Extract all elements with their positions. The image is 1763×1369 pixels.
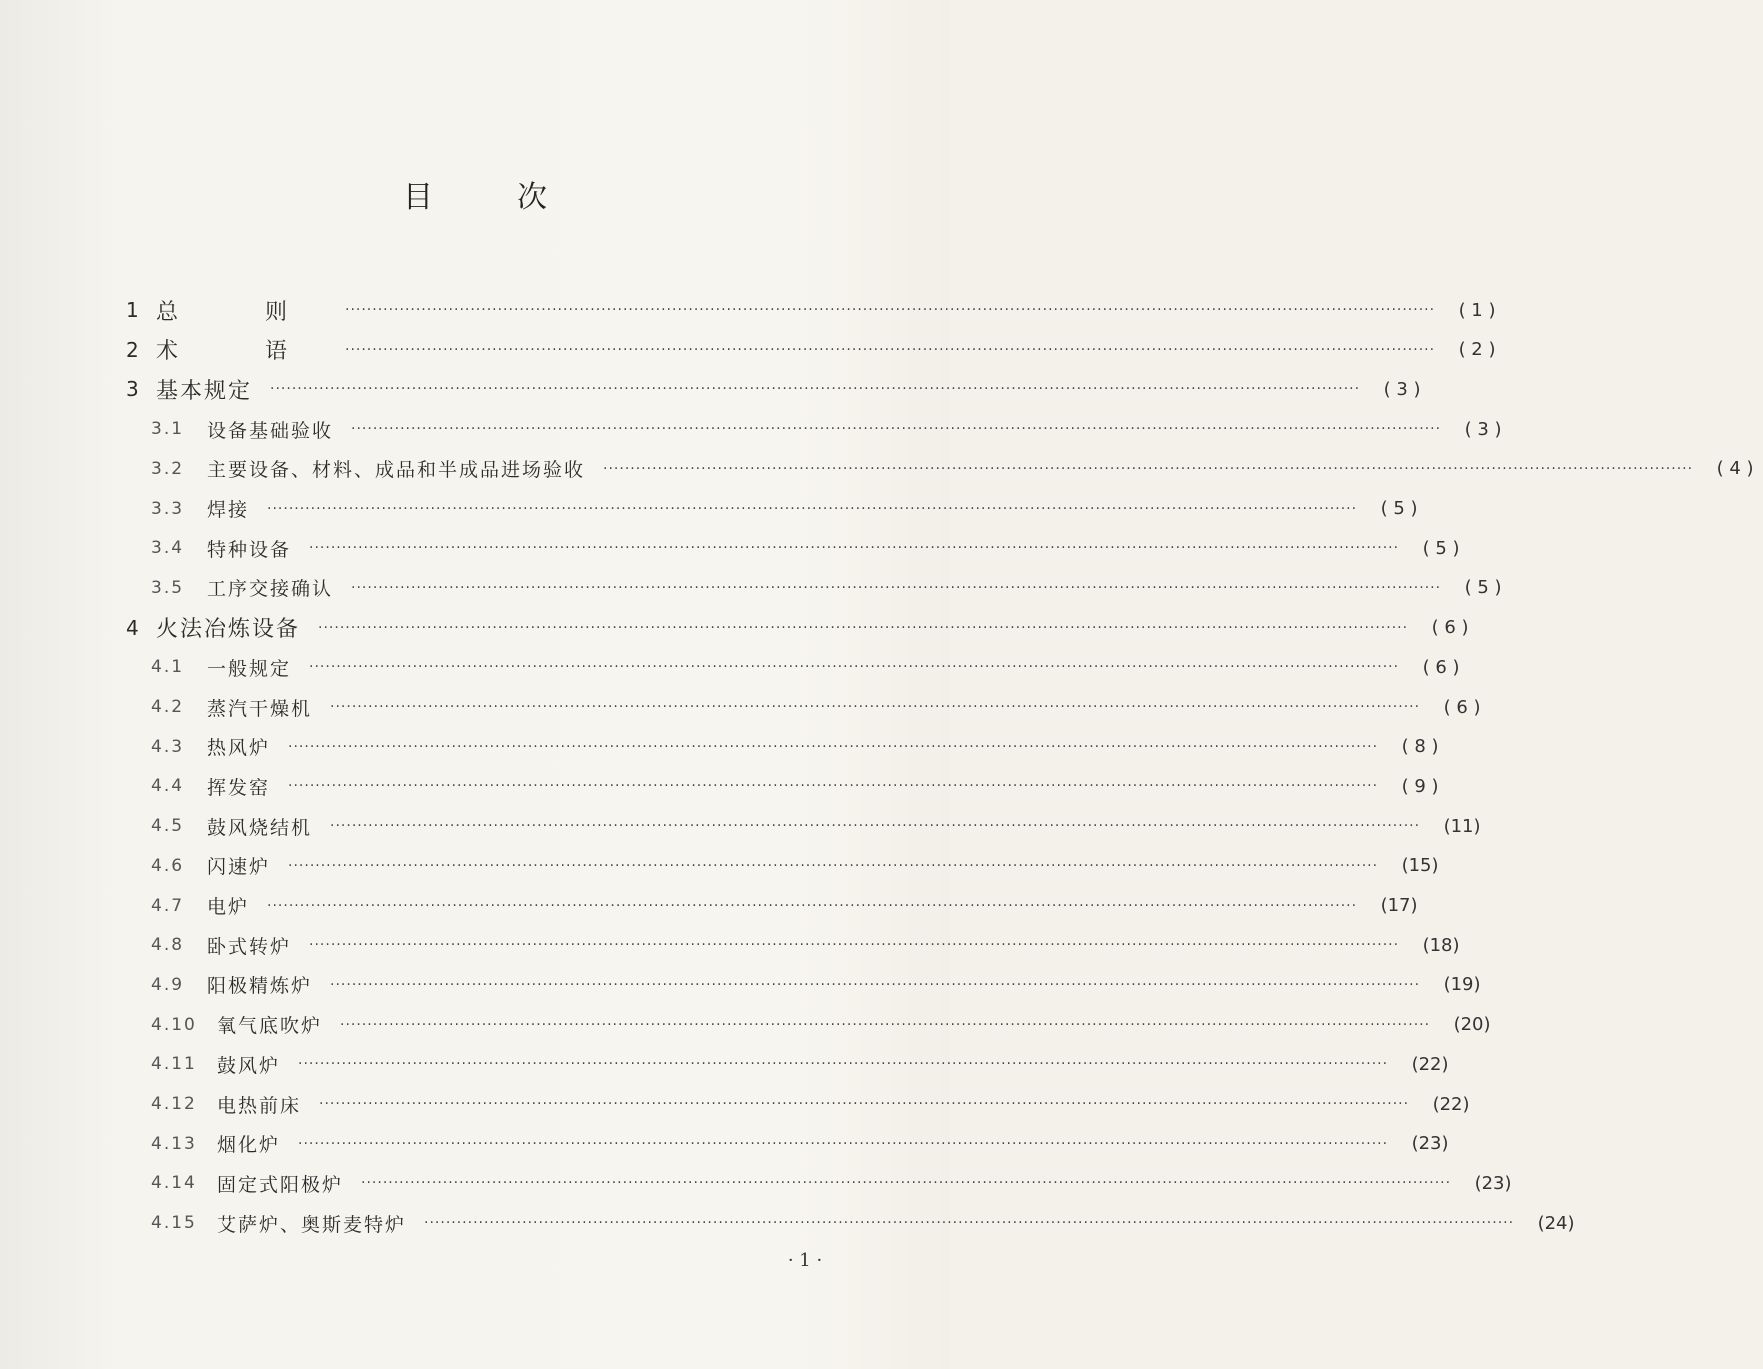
toc-leader-dots: ········································································································································································································ — [270, 381, 1361, 398]
toc-entry-number: 1 — [126, 298, 139, 322]
toc-entry-page: ( 2 ) — [1458, 339, 1496, 361]
toc-section-entry[interactable] — [0, 409, 1502, 449]
toc-entry-title: 鼓风炉 — [217, 1054, 281, 1077]
toc-leader-dots: ········································································································································································································ — [345, 302, 1436, 318]
toc-entry-number: 3.1 — [151, 419, 185, 440]
toc-entry-page: ( 5 ) — [1422, 537, 1460, 559]
toc-entry-number: 4.13 — [151, 1133, 197, 1154]
toc-entry-title: 氧气底吹炉 — [217, 1015, 323, 1038]
toc-entry-page: ( 8 ) — [1401, 736, 1439, 758]
toc-section-entry[interactable] — [0, 687, 1481, 727]
toc-entry-number: 3.2 — [151, 458, 185, 479]
toc-leader-dots: ········································································································································································································ — [424, 1215, 1515, 1232]
toc-entry-page: (18) — [1422, 934, 1460, 956]
toc-entry-title: 卧式转炉 — [207, 935, 292, 958]
toc-entry-page: ( 4 ) — [1716, 458, 1754, 480]
toc-section-entry[interactable] — [0, 528, 1460, 568]
toc-leader-dots: ········································································································································································································ — [267, 897, 1358, 914]
toc-entry-title: 总 则 — [156, 299, 327, 325]
toc-leader-dots: ········································································································································································································ — [351, 579, 1442, 596]
toc-section-entry[interactable] — [0, 886, 1418, 926]
toc-entry-number: 4.7 — [151, 895, 185, 916]
toc-leader-dots: ········································································································································································································ — [345, 341, 1436, 358]
toc-entry-page: ( 5 ) — [1464, 577, 1502, 599]
toc-entry-page: ( 3 ) — [1383, 378, 1421, 400]
toc-entry-number: 4 — [126, 615, 139, 640]
toc-section-entry[interactable] — [0, 766, 1439, 806]
toc-entry-title: 鼓风烧结机 — [207, 816, 313, 839]
toc-entry-number: 4.9 — [151, 974, 185, 995]
toc-section-entry[interactable] — [0, 1124, 1449, 1164]
toc-entry-page: ( 5 ) — [1380, 498, 1418, 519]
toc-entry-number: 3 — [126, 377, 139, 402]
toc-leader-dots: ········································································································································································································ — [319, 1096, 1410, 1112]
toc-leader-dots: ········································································································································································································ — [309, 659, 1400, 676]
toc-entry-title: 固定式阳极炉 — [217, 1173, 344, 1196]
toc-entry-number: 4.1 — [151, 657, 185, 678]
toc-entry-title: 特种设备 — [207, 538, 292, 561]
toc-entry-page: ( 9 ) — [1401, 775, 1439, 797]
toc-entry-page: ( 6 ) — [1443, 696, 1481, 718]
toc-leader-dots: ········································································································································································································ — [330, 976, 1421, 993]
toc-leader-dots: ········································································································································································································ — [288, 738, 1379, 755]
toc-entry-title: 火法冶炼设备 — [156, 617, 301, 643]
toc-leader-dots: ········································································································································································································ — [298, 1056, 1389, 1073]
toc-entry-number: 4.14 — [151, 1173, 197, 1194]
toc-section-entry[interactable] — [0, 925, 1460, 965]
toc-entry-page: (20) — [1453, 1014, 1491, 1036]
toc-entry-title: 热风炉 — [207, 737, 271, 760]
toc-entry-number: 4.10 — [151, 1014, 197, 1035]
toc-entry-page: (23) — [1474, 1172, 1512, 1194]
toc-entry-title: 焊接 — [207, 499, 250, 521]
toc-leader-dots: ········································································································································································································ — [288, 778, 1379, 795]
toc-entry-title: 基本规定 — [156, 378, 253, 404]
toc-entry-page: (23) — [1411, 1133, 1449, 1155]
toc-entry-number: 4.5 — [151, 816, 185, 837]
toc-entry-title: 工序交接确认 — [207, 578, 334, 601]
toc-section-entry[interactable] — [0, 1005, 1491, 1045]
toc-chapter-entry[interactable] — [0, 290, 1496, 330]
toc-entry-page: ( 6 ) — [1422, 656, 1460, 678]
toc-chapter-entry[interactable] — [0, 369, 1421, 409]
toc-entry-page: (22) — [1411, 1053, 1449, 1075]
toc-entry-title: 电炉 — [207, 896, 250, 918]
toc-entry-title: 阳极精炼炉 — [207, 975, 313, 998]
toc-entry-title: 挥发窑 — [207, 776, 271, 799]
toc-entry-title: 一般规定 — [207, 657, 292, 680]
toc-section-entry[interactable] — [0, 1084, 1470, 1124]
toc-entry-title: 闪速炉 — [207, 856, 271, 879]
toc-entry-number: 4.11 — [151, 1054, 197, 1075]
toc-title-char-2: 次 — [517, 180, 547, 215]
toc-leader-dots: ········································································································································································································ — [361, 1175, 1452, 1192]
toc-chapter-entry[interactable] — [0, 330, 1496, 370]
toc-section-entry[interactable] — [0, 846, 1439, 886]
toc-entry-title: 主要设备、材料、成品和半成品进场验收 — [207, 459, 586, 482]
toc-entry-title: 蒸汽干燥机 — [207, 697, 313, 720]
toc-entry-page: (11) — [1443, 815, 1481, 837]
toc-entry-number: 4.6 — [151, 855, 185, 876]
toc-section-entry[interactable] — [0, 727, 1439, 767]
toc-entry-number: 4.4 — [151, 776, 185, 797]
toc-entry-number: 3.5 — [151, 577, 185, 598]
page-number: · 1 · — [787, 1250, 823, 1271]
toc-leader-dots: ········································································································································································································ — [340, 1016, 1431, 1033]
toc-leader-dots: ········································································································································································································ — [330, 699, 1421, 715]
toc-entry-title: 电热前床 — [217, 1094, 302, 1117]
toc-section-entry[interactable] — [0, 568, 1502, 608]
toc-leader-dots: ········································································································································································································ — [309, 937, 1400, 954]
toc-entry-page: ( 6 ) — [1431, 617, 1469, 639]
toc-entry-number: 4.3 — [151, 736, 185, 757]
toc-section-entry[interactable] — [0, 1203, 1575, 1243]
toc-entry-number: 3.4 — [151, 538, 185, 559]
toc-entry-number: 4.2 — [151, 697, 185, 717]
toc-entry-title: 设备基础验收 — [207, 419, 334, 442]
toc-section-entry[interactable] — [0, 806, 1481, 846]
toc-section-entry[interactable] — [0, 647, 1460, 687]
toc-section-entry[interactable] — [0, 489, 1418, 529]
toc-leader-dots: ········································································································································································································ — [603, 460, 1694, 477]
toc-entry-number: 4.12 — [151, 1094, 197, 1114]
toc-leader-dots: ········································································································································································································ — [318, 619, 1409, 636]
toc-entry-number: 4.15 — [151, 1213, 197, 1234]
toc-entry-page: (15) — [1401, 855, 1439, 877]
toc-section-entry[interactable] — [0, 1163, 1512, 1203]
toc-entry-title: 烟化炉 — [217, 1134, 281, 1157]
toc-entry-page: (24) — [1537, 1212, 1575, 1234]
toc-leader-dots: ········································································································································································································ — [298, 1135, 1389, 1152]
toc-entry-page: ( 3 ) — [1464, 418, 1502, 440]
toc-title-char-1: 目 — [403, 180, 433, 215]
toc-entry-page: (22) — [1432, 1093, 1470, 1115]
toc-leader-dots: ········································································································································································································ — [330, 818, 1421, 835]
toc-title — [0, 172, 950, 216]
toc-section-entry[interactable] — [0, 1044, 1449, 1084]
toc-entry-number: 3.3 — [151, 498, 185, 519]
toc-entry-number: 2 — [126, 337, 139, 362]
toc-leader-dots: ········································································································································································································ — [351, 421, 1442, 438]
toc-chapter-entry[interactable] — [0, 608, 1469, 648]
toc-section-entry[interactable] — [0, 449, 1754, 489]
toc-entry-page: (19) — [1443, 974, 1481, 996]
toc-entry-title: 艾萨炉、奥斯麦特炉 — [217, 1213, 407, 1236]
toc-entry-title: 术 语 — [156, 339, 327, 365]
toc-leader-dots: ········································································································································································································ — [288, 857, 1379, 874]
toc-section-entry[interactable] — [0, 965, 1481, 1005]
toc-entry-number: 4.8 — [151, 935, 185, 956]
toc-leader-dots: ········································································································································································································ — [267, 500, 1358, 517]
toc-entry-page: (17) — [1380, 895, 1418, 916]
toc-entry-page: ( 1 ) — [1458, 299, 1496, 321]
toc-leader-dots: ········································································································································································································ — [309, 540, 1400, 557]
